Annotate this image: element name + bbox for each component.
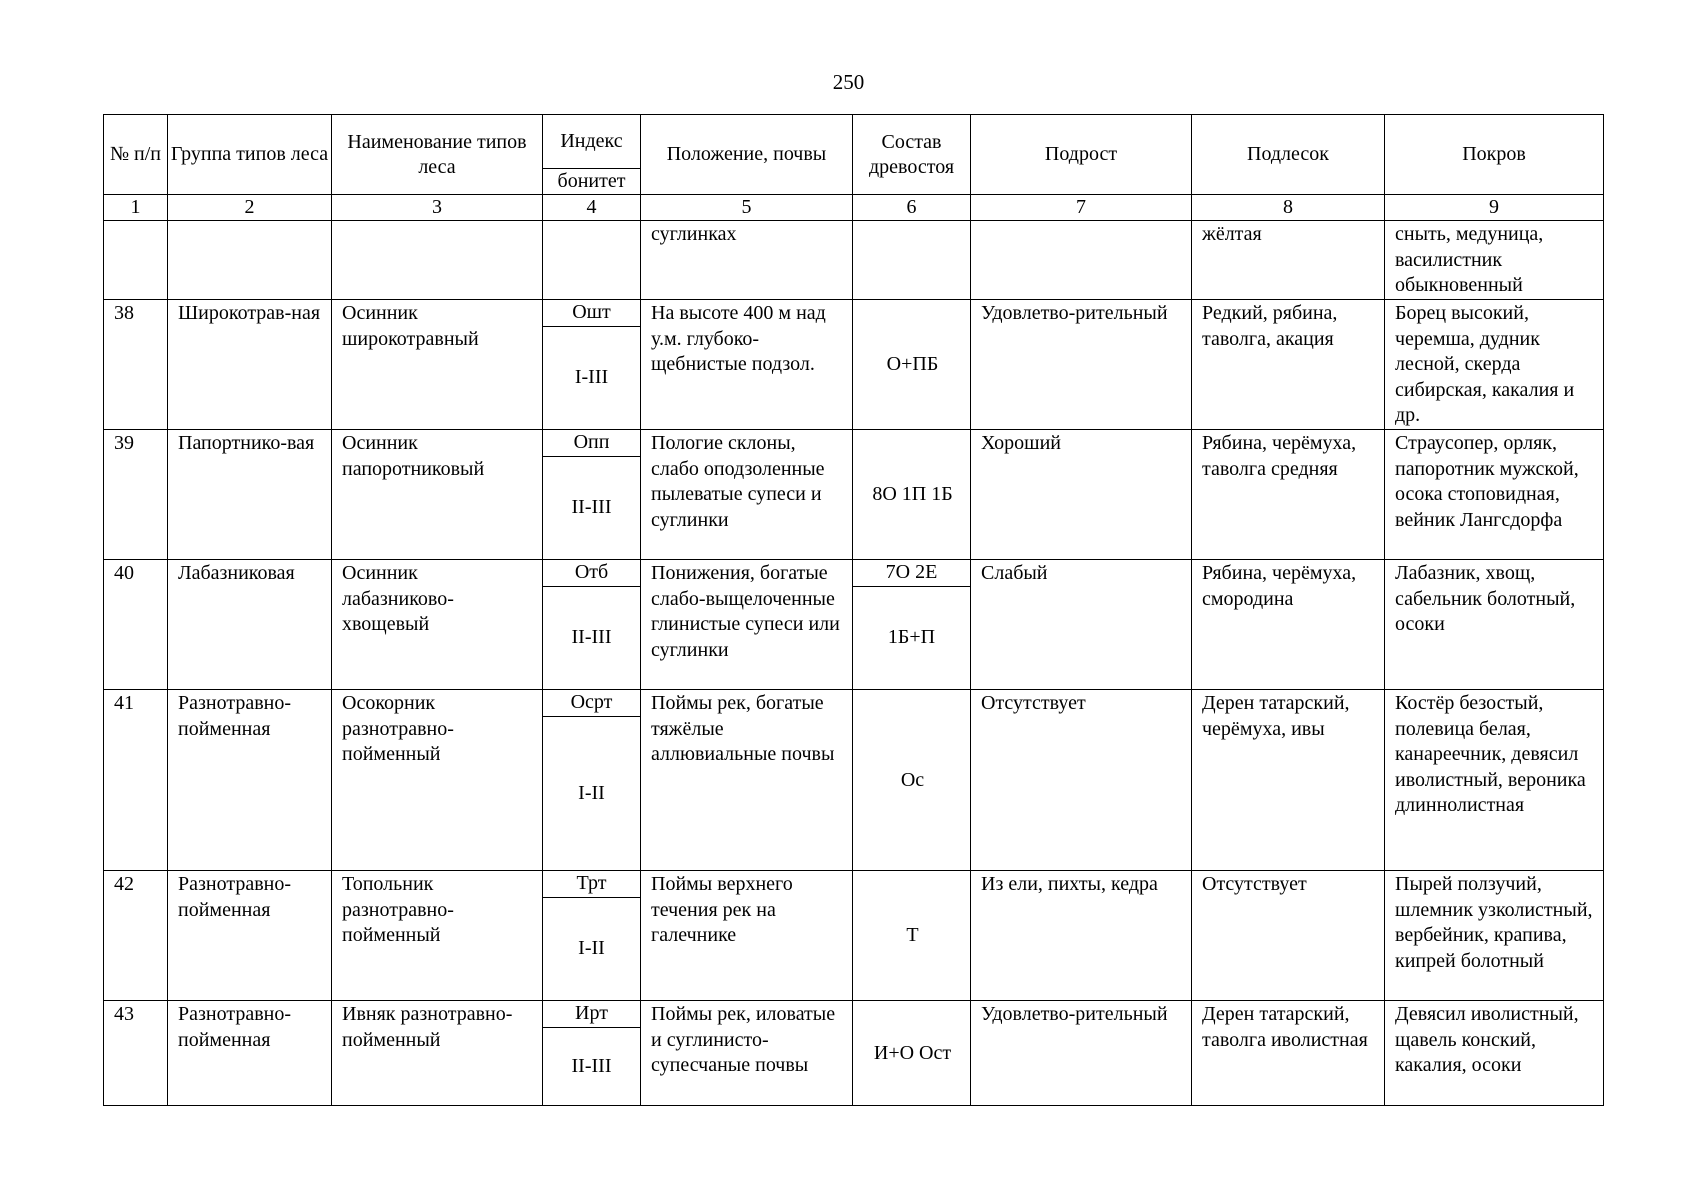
bonitet-value: II-III [571,496,612,519]
composition-bottom: 1Б+П [887,626,936,649]
column-number: 4 [543,195,641,221]
header-num: № п/п [104,115,168,195]
header-cover: Покров [1385,115,1604,195]
name-cell: Ивняк разнотравно-пойменный [332,1001,543,1106]
position-cell: Поймы верхнего течения рек на галечнике [641,871,853,1001]
num-cell: 41 [104,690,168,871]
column-number: 2 [168,195,332,221]
position-cell: Поймы рек, богатые тяжёлые аллювиальные почвы [641,690,853,871]
column-number: 9 [1385,195,1604,221]
index-cell [543,430,641,560]
underbrush-cell: жёлтая [1192,221,1385,300]
index-cell [543,690,641,871]
underbrush-cell: Отсутствует [1192,871,1385,1001]
num-cell: 40 [104,560,168,690]
undergrowth-cell: Хороший [971,430,1192,560]
underbrush-cell: Дерен татарский, черёмуха, ивы [1192,690,1385,871]
undergrowth-cell: Отсутствует [971,690,1192,871]
table-row [104,560,1604,690]
name-cell: Осинник лабазниково-хвощевый [332,560,543,690]
undergrowth-cell: Из ели, пихты, кедра [971,871,1192,1001]
cover-cell: Пырей ползучий, шлемник узколистный, вербейник, крапива, кипрей болотный [1385,871,1604,1001]
column-number: 6 [853,195,971,221]
group-cell: Лабазниковая [168,560,332,690]
composition-cell: Ос [853,690,971,871]
group-cell: Разнотравно-пойменная [168,690,332,871]
cover-cell: Страусопер, орляк, папоротник мужской, осока стоповидная, вейник Лангсдорфа [1385,430,1604,560]
underbrush-cell: Рябина, черёмуха, смородина [1192,560,1385,690]
header-name: Наименование типов леса [332,115,543,195]
group-cell: Широкотрав-ная [168,300,332,430]
cover-cell: Девясил иволистный, щавель конский, какалия, осоки [1385,1001,1604,1106]
bonitet-value: II-III [571,626,612,649]
composition-cell: 8О 1П 1Б [853,430,971,560]
cover-cell: Костёр безостый, полевица белая, канареечник, девясил иволистный, вероника длиннолистная [1385,690,1604,871]
table-row [104,1001,1604,1106]
page-number: 250 [832,70,865,94]
underbrush-cell: Рябина, черёмуха, таволга средняя [1192,430,1385,560]
index-cell [543,1001,641,1106]
name-cell: Осинник папоротниковый [332,430,543,560]
header-group: Группа типов леса [168,115,332,195]
index-code: Опп [543,430,640,457]
position-cell: Пологие склоны, слабо оподзоленные пылеватые супеси и суглинки [641,430,853,560]
table-row [104,300,1604,430]
column-number: 8 [1192,195,1385,221]
column-number: 1 [104,195,168,221]
header-position: Положение, почвы [641,115,853,195]
undergrowth-cell: Слабый [971,560,1192,690]
group-cell: Папортнико-вая [168,430,332,560]
column-number-row [104,195,1604,221]
table-row [104,430,1604,560]
bonitet-value: I-III [574,366,609,389]
header-undergrowth: Подрост [971,115,1192,195]
index-code: Осрт [543,690,640,717]
table-row [104,221,1604,300]
index-cell [543,300,641,430]
index-code: Отб [543,560,640,587]
header-row [104,115,1604,169]
cover-cell: сныть, медуница, василистник обыкновенный [1385,221,1604,300]
position-cell: Понижения, богатые слабо-выщелоченные глинистые супеси или суглинки [641,560,853,690]
column-number: 5 [641,195,853,221]
num-cell: 43 [104,1001,168,1106]
column-number: 3 [332,195,543,221]
index-cell [543,871,641,1001]
composition-cell: Т [853,871,971,1001]
name-cell: Осокорник разнотравно-пойменный [332,690,543,871]
position-cell: Поймы рек, иловатые и суглинисто-супесчаные почвы [641,1001,853,1106]
composition-cell [853,560,971,690]
header-index: Индекс [543,115,641,169]
undergrowth-cell: Удовлетво-рительный [971,300,1192,430]
bonitet-value: I-II [578,937,605,960]
cover-cell: Лабазник, хвощ, сабельник болотный, осоки [1385,560,1604,690]
num-cell: 39 [104,430,168,560]
group-cell: Разнотравно-пойменная [168,871,332,1001]
undergrowth-cell: Удовлетво-рительный [971,1001,1192,1106]
num-cell: 42 [104,871,168,1001]
index-code: Ирт [543,1001,640,1028]
header-bonitet: бонитет [543,169,641,195]
index-code: Трт [543,871,640,898]
cover-cell: Борец высокий, черемша, дудник лесной, скерда сибирская, какалия и др. [1385,300,1604,430]
table-row [104,690,1604,871]
composition-top: 7О 2Е [853,560,970,587]
table-row [104,871,1604,1001]
index-cell [543,560,641,690]
column-number: 7 [971,195,1192,221]
forest-types-table [103,114,1604,1106]
composition-cell: И+О Ост [853,1001,971,1106]
name-cell: Осинник широкотравный [332,300,543,430]
num-cell: 38 [104,300,168,430]
name-cell: Топольник разнотравно-пойменный [332,871,543,1001]
header-composition: Состав древостоя [853,115,971,195]
group-cell: Разнотравно-пойменная [168,1001,332,1106]
index-code: Ошт [543,300,640,327]
bonitet-value: II-III [571,1054,612,1077]
position-cell: суглинках [641,221,853,300]
bonitet-value: I-II [578,781,605,804]
position-cell: На высоте 400 м над у.м. глубоко-щебнистые подзол. [641,300,853,430]
composition-cell: О+ПБ [853,300,971,430]
underbrush-cell: Редкий, рябина, таволга, акация [1192,300,1385,430]
header-underbrush: Подлесок [1192,115,1385,195]
underbrush-cell: Дерен татарский, таволга иволистная [1192,1001,1385,1106]
